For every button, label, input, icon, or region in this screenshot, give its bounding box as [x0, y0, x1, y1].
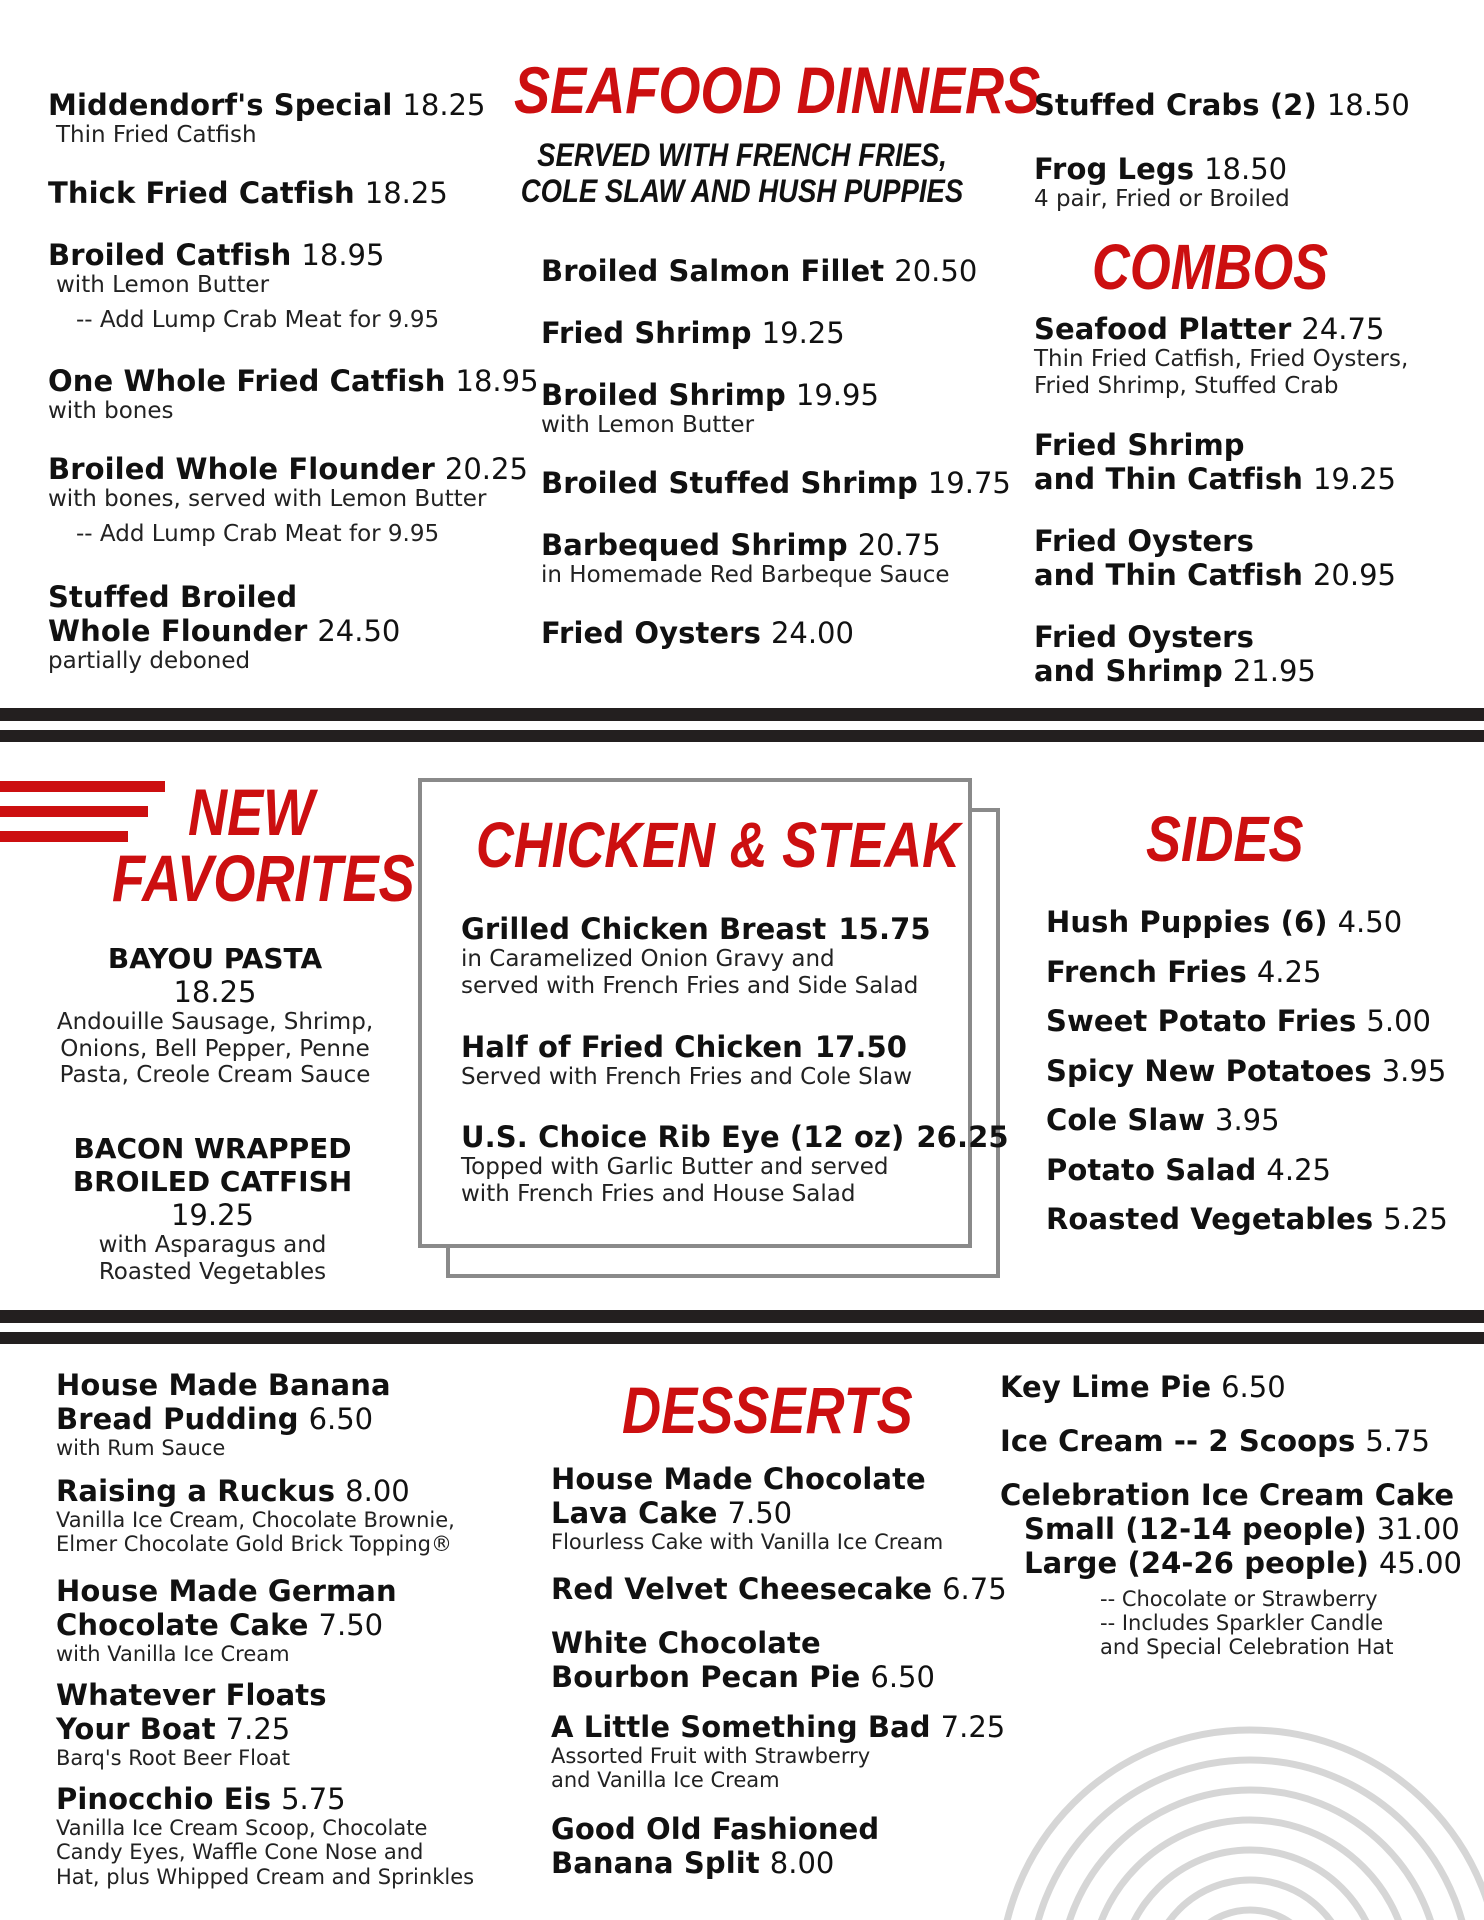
menu-item	[551, 1626, 935, 1694]
item-name: One Whole Fried Catfish	[48, 364, 446, 398]
decorative-red-stripe	[0, 831, 128, 842]
item-name: House Made German	[56, 1574, 397, 1608]
menu-item	[541, 378, 879, 439]
new-favorites-title: FAVORITES	[112, 841, 415, 915]
item-name: Key Lime Pie	[1000, 1370, 1212, 1404]
item-price: 6.50	[1221, 1370, 1286, 1404]
item-name: Bourbon Pecan Pie	[551, 1660, 861, 1695]
item-price: 20.50	[894, 254, 978, 288]
menu-item	[56, 1678, 327, 1771]
item-price: 15.75	[838, 912, 931, 946]
item-price: 3.95	[1381, 1053, 1447, 1088]
list-item	[1046, 1049, 1448, 1099]
menu-item	[541, 254, 977, 288]
seafood-dinners-subtitle	[518, 138, 965, 210]
item-description: Thin Fried Catfish	[56, 122, 257, 149]
menu-item	[40, 942, 390, 1089]
item-description: with Lemon Butter	[541, 412, 755, 439]
item-name: Raising a Ruckus	[56, 1474, 336, 1508]
item-name: BAYOU PASTA	[107, 942, 323, 975]
item-price: 18.95	[301, 238, 385, 272]
section-divider	[0, 1310, 1484, 1323]
menu-item	[1000, 1478, 1462, 1659]
item-price: 6.50	[870, 1660, 935, 1695]
menu-item	[48, 176, 448, 210]
item-description: with Lemon Butter	[56, 272, 270, 299]
menu-item	[461, 912, 931, 999]
item-price: 20.95	[1312, 558, 1396, 593]
menu-item	[56, 1368, 391, 1461]
menu-item	[1034, 88, 1410, 122]
item-description: with bones	[48, 398, 174, 425]
item-name: White Chocolate	[551, 1626, 821, 1660]
list-item	[1046, 950, 1448, 1000]
menu-item	[1000, 1424, 1430, 1458]
item-price: 19.25	[170, 1198, 255, 1233]
menu-item	[461, 1120, 1009, 1207]
item-price: 19.25	[1312, 462, 1396, 497]
item-price: 5.75	[1365, 1424, 1430, 1458]
item-name: House Made Banana	[56, 1368, 391, 1402]
item-name: House Made Chocolate	[551, 1462, 926, 1496]
item-price: 4.25	[1266, 1152, 1331, 1187]
item-price: 19.75	[927, 466, 1011, 500]
decorative-red-stripe	[0, 806, 148, 817]
item-price: 8.00	[345, 1474, 410, 1508]
menu-item	[461, 1030, 912, 1091]
menu-item	[56, 1782, 474, 1889]
item-name: Sweet Potato Fries	[1046, 1004, 1357, 1038]
desserts-title: DESSERTS	[622, 1373, 913, 1447]
item-name: Fried Oysters	[541, 616, 761, 650]
item-price: 18.25	[402, 88, 486, 122]
menu-item	[40, 1132, 385, 1285]
subtitle-line: COLE SLAW AND HUSH PUPPIES	[520, 172, 964, 209]
item-name: Pinocchio Eis	[56, 1782, 272, 1816]
menu-item	[48, 88, 485, 149]
menu-item	[1034, 524, 1396, 592]
menu-item	[48, 580, 400, 675]
item-name: Celebration Ice Cream Cake	[1000, 1478, 1455, 1512]
item-description: Andouille Sausage, Shrimp,	[56, 1009, 374, 1036]
item-name: and Thin Catfish	[1034, 558, 1303, 593]
item-name: Stuffed Broiled	[48, 580, 298, 614]
item-note: and Special Celebration Hat	[1100, 1634, 1394, 1659]
item-price: 24.75	[1301, 312, 1385, 346]
item-description: Pasta, Creole Cream Sauce	[59, 1062, 371, 1089]
sides-list	[1046, 900, 1448, 1247]
item-price: 18.95	[455, 364, 539, 398]
item-name: Broiled Salmon Fillet	[541, 254, 885, 288]
item-note: -- Includes Sparkler Candle	[1100, 1610, 1384, 1635]
menu-item	[48, 238, 439, 334]
item-price: 18.25	[364, 176, 448, 210]
item-addon: -- Add Lump Crab Meat for 9.95	[76, 520, 440, 547]
menu-item	[56, 1474, 455, 1557]
menu-item	[551, 1812, 879, 1880]
item-price: 21.95	[1232, 654, 1316, 689]
item-price: 20.25	[444, 452, 528, 486]
item-description: Elmer Chocolate Gold Brick Topping®	[56, 1532, 452, 1557]
item-price: 19.95	[795, 378, 879, 412]
item-name: Fried Shrimp	[541, 316, 752, 350]
seafood-dinners-title: SEAFOOD DINNERS	[514, 53, 1041, 127]
item-name: Broiled Catfish	[48, 238, 292, 272]
item-note: -- Chocolate or Strawberry	[1100, 1586, 1378, 1611]
menu-item	[541, 466, 1011, 500]
item-price: 6.50	[308, 1402, 374, 1437]
item-name: A Little Something Bad	[551, 1710, 931, 1744]
item-price: 19.25	[761, 316, 845, 350]
item-price: 7.25	[940, 1710, 1006, 1744]
item-price: 5.00	[1366, 1004, 1431, 1038]
item-description: Fried Shrimp, Stuffed Crab	[1034, 372, 1339, 399]
item-description: with Rum Sauce	[56, 1436, 226, 1461]
item-name: Red Velvet Cheesecake	[551, 1572, 933, 1606]
item-price: 18.50	[1204, 152, 1288, 186]
list-item	[1046, 999, 1448, 1049]
item-price: 24.50	[317, 614, 401, 649]
item-price: 20.75	[857, 528, 941, 562]
item-price: 18.50	[1326, 88, 1410, 122]
item-description: Candy Eyes, Waffle Cone Nose and	[56, 1840, 424, 1865]
item-price: 4.25	[1256, 954, 1322, 989]
section-divider	[0, 1332, 1484, 1344]
item-description: partially deboned	[48, 648, 251, 675]
item-description: Onions, Bell Pepper, Penne	[60, 1035, 370, 1062]
item-description: Flourless Cake with Vanilla Ice Cream	[551, 1530, 944, 1555]
item-price: 8.00	[769, 1846, 835, 1881]
item-description: Barq's Root Beer Float	[56, 1746, 290, 1771]
decorative-arcs-graphic	[980, 1650, 1484, 1920]
item-price: 24.00	[770, 616, 854, 650]
item-price: 3.95	[1215, 1103, 1280, 1137]
item-price: 31.00	[1376, 1512, 1460, 1547]
item-description: Vanilla Ice Cream Scoop, Chocolate	[56, 1816, 428, 1841]
item-name: BACON WRAPPED	[73, 1132, 352, 1165]
item-description: with French Fries and House Salad	[461, 1180, 856, 1207]
item-description: served with French Fries and Side Salad	[461, 972, 919, 999]
item-name: Small (12-14 people)	[1024, 1512, 1367, 1547]
item-name: Whatever Floats	[56, 1678, 327, 1712]
item-name: Middendorf's Special	[48, 88, 393, 122]
menu-item	[1034, 620, 1316, 688]
item-price: 17.50	[814, 1030, 908, 1064]
item-description: Vanilla Ice Cream, Chocolate Brownie,	[56, 1508, 455, 1533]
menu-item	[1000, 1370, 1286, 1404]
item-price: 5.75	[281, 1782, 346, 1816]
section-divider	[0, 708, 1484, 721]
item-name: Cole Slaw	[1046, 1103, 1205, 1137]
menu-item	[551, 1710, 1005, 1793]
item-price: 18.25	[173, 975, 257, 1010]
item-name: Good Old Fashioned	[551, 1812, 880, 1846]
item-description: in Homemade Red Barbeque Sauce	[541, 562, 950, 589]
item-name: Spicy New Potatoes	[1046, 1053, 1372, 1088]
item-price: 7.25	[225, 1712, 291, 1747]
item-name: Banana Split	[551, 1846, 760, 1881]
item-name: Chocolate Cake	[56, 1608, 309, 1643]
item-name: Fried Oysters	[1034, 524, 1254, 558]
list-item	[1046, 1098, 1448, 1148]
item-price: 26.25	[916, 1120, 1009, 1154]
item-name: Half of Fried Chicken	[461, 1030, 803, 1064]
item-price: 6.75	[942, 1572, 1007, 1606]
item-name: Broiled Whole Flounder	[48, 452, 435, 486]
item-description: Hat, plus Whipped Cream and Sprinkles	[56, 1864, 475, 1889]
chicken-steak-title: CHICKEN & STEAK	[476, 809, 961, 881]
item-price: 7.50	[727, 1496, 793, 1531]
item-description: Topped with Garlic Butter and served	[461, 1154, 889, 1181]
item-name: Broiled Stuffed Shrimp	[541, 466, 918, 500]
item-name: Potato Salad	[1046, 1152, 1257, 1187]
item-name: Ice Cream -- 2 Scoops	[1000, 1424, 1356, 1458]
menu-item	[1034, 312, 1408, 399]
item-name: Frog Legs	[1034, 152, 1195, 186]
decorative-red-stripe	[0, 781, 165, 792]
item-price: 5.25	[1383, 1202, 1448, 1236]
menu-item	[551, 1462, 943, 1555]
menu-item	[1034, 152, 1290, 213]
item-name: Grilled Chicken Breast	[461, 912, 827, 946]
item-addon: -- Add Lump Crab Meat for 9.95	[76, 306, 440, 333]
item-name: Lava Cake	[551, 1496, 718, 1531]
combos-title: COMBOS	[1092, 231, 1329, 303]
item-description: with Asparagus and	[98, 1232, 327, 1259]
list-item	[1046, 1148, 1448, 1198]
item-name: Whole Flounder	[48, 614, 308, 649]
item-name: Fried Oysters	[1034, 620, 1254, 654]
item-description: with bones, served with Lemon Butter	[48, 486, 487, 513]
item-description: and Vanilla Ice Cream	[551, 1768, 780, 1793]
item-name: Seafood Platter	[1034, 312, 1292, 346]
list-item	[1046, 1197, 1448, 1247]
item-name: Large (24-26 people)	[1024, 1546, 1369, 1581]
menu-item	[56, 1574, 397, 1667]
menu-item	[541, 616, 854, 650]
item-name: Your Boat	[56, 1712, 216, 1747]
item-name: U.S. Choice Rib Eye (12 oz)	[461, 1120, 905, 1154]
item-price: 4.50	[1337, 905, 1403, 939]
list-item	[1046, 900, 1448, 950]
section-divider	[0, 730, 1484, 742]
item-description: 4 pair, Fried or Broiled	[1034, 186, 1290, 213]
item-name: Fried Shrimp	[1034, 428, 1245, 462]
item-price: 7.50	[318, 1608, 384, 1643]
item-description: with Vanilla Ice Cream	[56, 1642, 290, 1667]
item-name: BROILED CATFISH	[72, 1165, 353, 1199]
item-description: Thin Fried Catfish, Fried Oysters,	[1034, 346, 1409, 373]
item-name: Thick Fried Catfish	[48, 176, 355, 210]
item-name: and Thin Catfish	[1034, 462, 1303, 497]
menu-item	[541, 316, 845, 350]
item-name: Hush Puppies (6)	[1046, 905, 1328, 939]
item-name: Stuffed Crabs (2)	[1034, 88, 1317, 122]
item-price: 45.00	[1378, 1546, 1462, 1581]
item-description: in Caramelized Onion Gravy and	[461, 946, 835, 973]
new-favorites-title: NEW	[188, 775, 315, 849]
item-name: Barbequed Shrimp	[541, 528, 848, 562]
sides-title: SIDES	[1146, 803, 1304, 875]
item-name: French Fries	[1046, 954, 1247, 989]
menu-item	[541, 528, 950, 589]
item-description: Served with French Fries and Cole Slaw	[461, 1064, 913, 1091]
menu-item	[1034, 428, 1396, 496]
item-name: Roasted Vegetables	[1046, 1202, 1374, 1236]
item-description: Roasted Vegetables	[98, 1258, 327, 1285]
menu-item	[48, 364, 539, 425]
item-name: and Shrimp	[1034, 654, 1223, 689]
item-name: Broiled Shrimp	[541, 378, 786, 412]
menu-item	[48, 452, 528, 548]
item-description: Assorted Fruit with Strawberry	[551, 1744, 871, 1769]
subtitle-line: SERVED WITH FRENCH FRIES,	[537, 137, 947, 173]
menu-item	[551, 1572, 1007, 1606]
item-name: Bread Pudding	[56, 1402, 299, 1437]
